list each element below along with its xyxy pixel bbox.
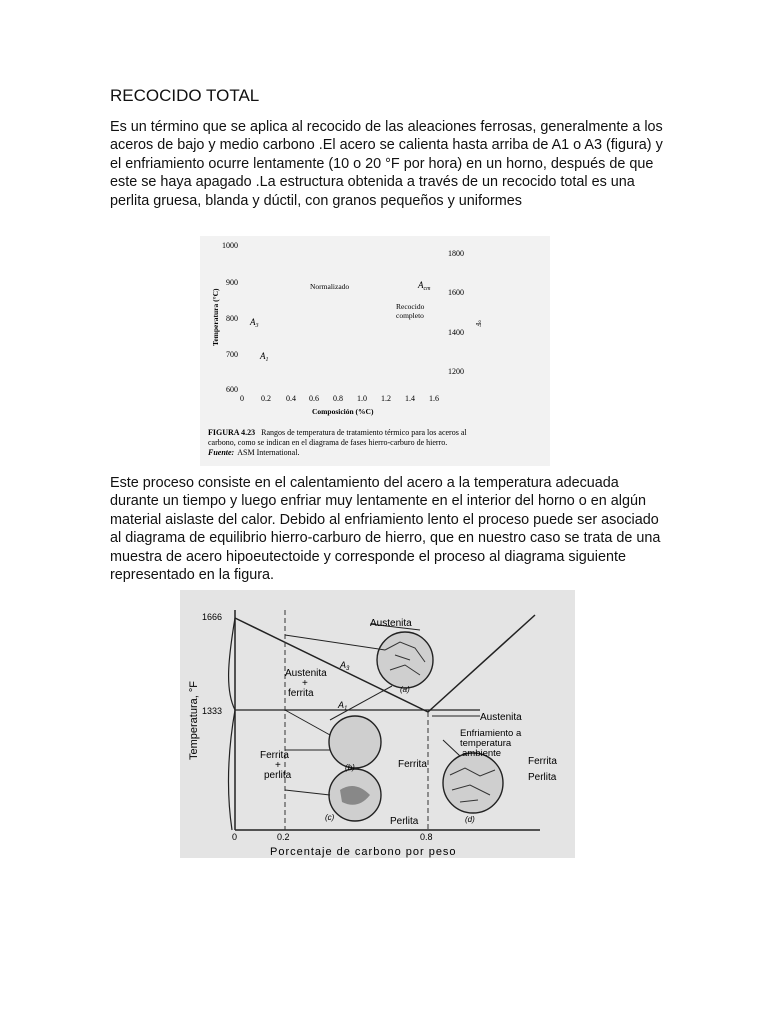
x-tick: 1.4 (405, 394, 415, 403)
y-axis-label: Temperatura, °F (188, 681, 200, 760)
page-heading: RECOCIDO TOTAL (110, 86, 260, 105)
label-plus-2: + (275, 760, 281, 771)
label-structure-a: (a) (400, 685, 410, 694)
label-structure-d: (d) (465, 815, 475, 824)
region-label-normalizado: Normalizado (310, 282, 350, 291)
y-tick: 1333 (202, 706, 223, 716)
figure-source: Fuente: ASM International. (208, 448, 300, 457)
label-perlita-bottom: Perlita (390, 816, 419, 827)
label-austenita-ferrita: Austenita (285, 668, 327, 679)
x-tick: 0.4 (286, 394, 296, 403)
acm-label: $A_{cm}$ (418, 280, 431, 292)
region-label-recocido: Recocido (396, 302, 425, 311)
label-plus: + (302, 678, 308, 689)
y-axis-label-left: Temperatura (°C) (211, 288, 220, 346)
label-ferrita-mid: Ferrita (398, 759, 427, 770)
label-ferrita-right: Ferrita (528, 756, 557, 767)
x-axis-label: Porcentaje de carbono por peso (270, 846, 457, 858)
figure-iron-carbon-diagram (180, 590, 575, 858)
label-structure-c: (c) (325, 813, 335, 822)
x-tick: 0.8 (420, 832, 433, 842)
y-tick-left: 1000 (222, 241, 238, 250)
label-temperatura: temperatura (460, 738, 512, 749)
label-ferrita-perlita: Ferrita (260, 750, 289, 761)
label-perlita: perlita (264, 770, 292, 781)
intro-paragraph: Es un término que se aplica al recocido de las aleaciones ferrosas, generalmente a los aceros de bajo y medio carbono .El acero se calienta hasta arriba de A1 o A3 (figura) y el enfriamiento ocurre lentamente (10 o 20 °F por hora) en un horno, después de que este se haya apagado .La estructura obtenida a través de un recocido total es una perlita gruesa, blanda y dúctil, con granos pequeños y uniformes (110, 119, 663, 209)
y-tick-left: 700 (226, 350, 238, 359)
x-tick: 0.2 (261, 394, 271, 403)
y-tick: 1666 (202, 612, 223, 622)
x-tick: 1.6 (429, 394, 439, 403)
x-tick: 1.0 (357, 394, 367, 403)
label-ambiente: ambiente (462, 748, 502, 759)
y-tick-left: 600 (226, 385, 238, 394)
microstructure-austenite-ferrite (329, 716, 381, 768)
label-austenita: Austenita (370, 618, 412, 629)
x-axis-label: Composición (%C) (312, 407, 374, 416)
x-tick: 0.8 (333, 394, 343, 403)
label-structure-b: (b) (345, 763, 355, 772)
y-tick-right: 1600 (448, 288, 464, 297)
figure-caption: FIGURA 4.23 Rangos de temperatura de tratamiento térmico para los aceros al (208, 428, 467, 437)
label-enfriamiento: Enfriamiento a (460, 728, 522, 739)
region-label-completo: completo (396, 311, 424, 320)
microstructure-final (443, 753, 503, 813)
x-tick: 0 (240, 394, 244, 403)
x-tick: 0.2 (277, 832, 290, 842)
y-tick-left: 900 (226, 278, 238, 287)
y-axis-label-right: °F (474, 320, 482, 327)
process-paragraph: Este proceso consiste en el calentamiento del acero a la temperatura adecuada durante un tiempo y luego enfriar muy lentamente en el interior del horno o en algún material aislaste del calor. Debido al enfriamiento lento el proceso puede ser asociado al diagrama de equilibrio hierro-carburo de hierro, que en nuestro caso se trata de una muestra de acero hipoeutectoide y corresponde el proceso al diagrama siguiente representado en la figura. (110, 475, 661, 584)
y-tick-left: 800 (226, 314, 238, 323)
x-tick: 0.6 (309, 394, 319, 403)
label-a1: $A_1$ (338, 700, 348, 712)
y-tick-right: 1400 (448, 328, 464, 337)
a1-label: $A_1$ (260, 351, 269, 363)
figure-caption-line2: carbono, como se indican en el diagrama de fases hierro-carburo de hierro. (208, 438, 448, 447)
label-perlita-right: Perlita (528, 772, 557, 783)
y-tick-right: 1200 (448, 367, 464, 376)
label-a3: $A_3$ (340, 660, 350, 672)
microstructure-austenite (377, 632, 433, 688)
label-ferrita: ferrita (288, 688, 314, 699)
y-tick-right: 1800 (448, 249, 464, 258)
x-tick: 1.2 (381, 394, 391, 403)
label-austenita-right: Austenita (480, 712, 522, 723)
a3-label: $A_3$ (250, 317, 259, 329)
figure-heat-treatment-ranges (200, 236, 550, 466)
x-tick: 0 (232, 832, 238, 842)
